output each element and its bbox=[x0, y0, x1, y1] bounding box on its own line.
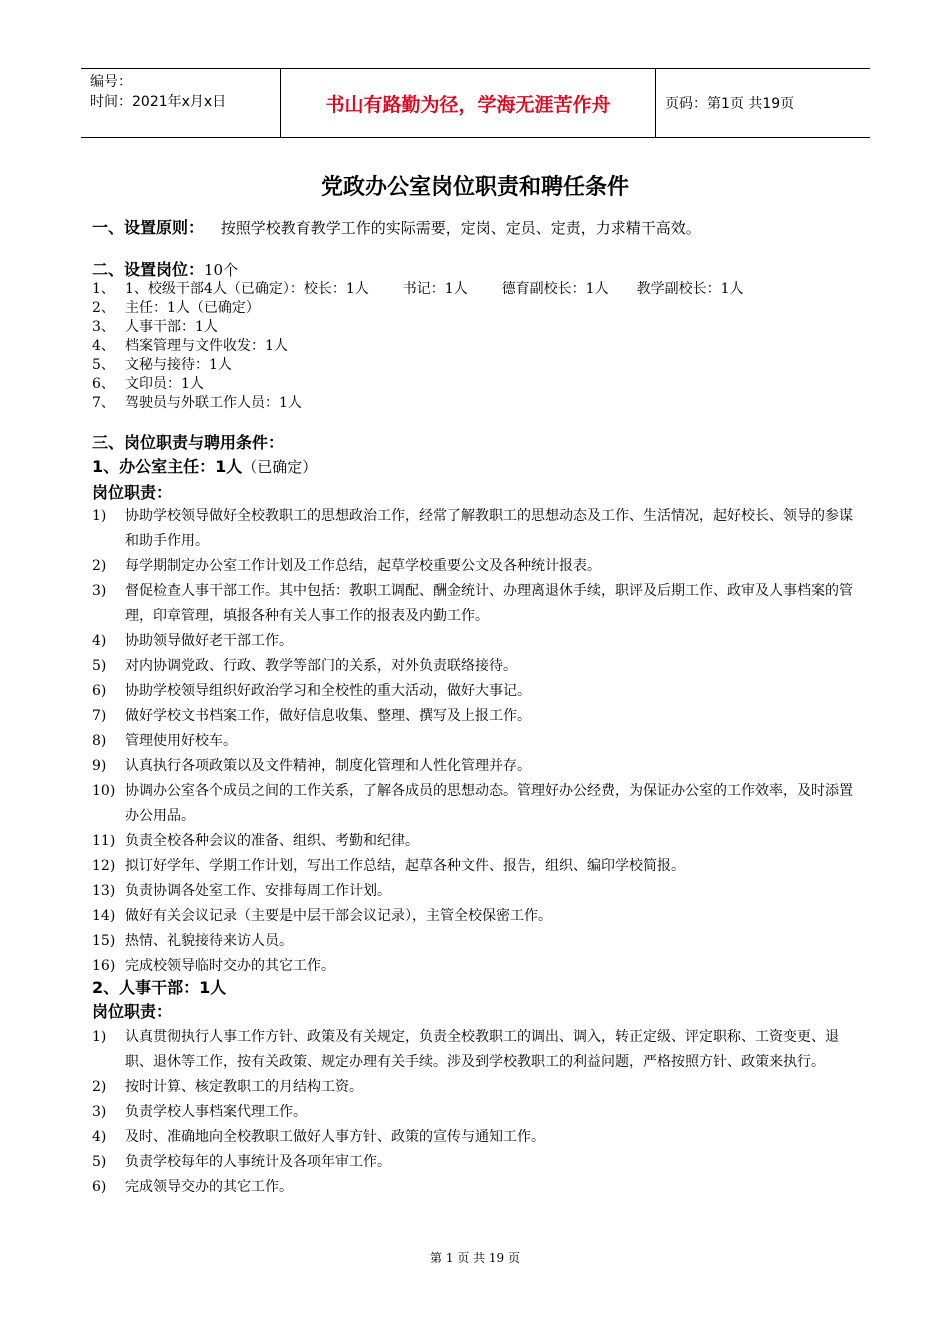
duty-num: 1) bbox=[92, 508, 107, 524]
post-num: 1、 bbox=[92, 281, 115, 297]
duty-item bbox=[92, 1125, 862, 1150]
duty-text: 每学期制定办公室工作计划及工作总结，起草学校重要公文及各种统计报表。 bbox=[125, 558, 601, 574]
duty-item bbox=[92, 729, 862, 754]
post-text: 1、校级干部4人（已确定）：校长：1人 bbox=[125, 281, 369, 297]
duty-item bbox=[92, 854, 862, 879]
duty-text: 对内协调党政、行政、教学等部门的关系，对外负责联络接待。 bbox=[125, 658, 517, 674]
duty-num: 7) bbox=[92, 708, 107, 724]
duty-item bbox=[92, 1100, 862, 1125]
duty-text: 协助学校领导组织好政治学习和全校性的重大活动，做好大事记。 bbox=[125, 683, 531, 699]
duty-item bbox=[92, 929, 862, 954]
duty-text: 按时计算、核定教职工的月结构工资。 bbox=[125, 1079, 363, 1095]
page-footer: 第 1 页 共 19 页 bbox=[430, 1251, 520, 1265]
duty-item bbox=[92, 629, 862, 654]
post-num: 7、 bbox=[92, 395, 115, 411]
director-heading-text: 1、办公室主任：1人 bbox=[92, 457, 243, 476]
duty-text: 做好学校文书档案工作，做好信息收集、整理、撰写及上报工作。 bbox=[125, 708, 531, 724]
duty-text: 负责全校各种会议的准备、组织、考勤和纪律。 bbox=[125, 833, 419, 849]
section-principle-text: 按照学校教育教学工作的实际需要，定岗、定员、定责，力求精干高效。 bbox=[220, 219, 701, 237]
duty-text: 负责学校每年的人事统计及各项年审工作。 bbox=[125, 1154, 391, 1170]
director-duties-label bbox=[92, 483, 172, 503]
duty-text: 督促检查人事干部工作。其中包括：教职工调配、酬金统计、办理离退休手续，职评及后期工作、政审及人事档案的管理，印章管理，填报各种有关人事工作的报表及内勤工作。 bbox=[125, 583, 853, 624]
post-item bbox=[92, 318, 744, 337]
duty-text: 完成领导交办的其它工作。 bbox=[125, 1179, 293, 1195]
duty-num: 2) bbox=[92, 558, 107, 574]
duty-item bbox=[92, 504, 862, 554]
post-text: 文秘与接待：1人 bbox=[125, 357, 232, 373]
duty-num: 1) bbox=[92, 1029, 107, 1045]
duty-num: 13) bbox=[92, 883, 116, 899]
duty-text: 完成校领导临时交办的其它工作。 bbox=[125, 958, 335, 974]
duty-num: 10) bbox=[92, 783, 116, 799]
director-note: （已确定） bbox=[242, 458, 318, 476]
director-duties-label-text: 岗位职责： bbox=[92, 483, 173, 502]
post-item bbox=[92, 280, 744, 299]
duty-text: 认真执行各项政策以及文件精神，制度化管理和人性化管理并存。 bbox=[125, 758, 531, 774]
duty-text: 负责协调各处室工作、安排每周工作计划。 bbox=[125, 883, 391, 899]
post-text: 主任：1人（已确定） bbox=[125, 300, 260, 316]
duty-num: 8) bbox=[92, 733, 107, 749]
duty-item bbox=[92, 579, 862, 629]
post-extra: 德育副校长：1人 bbox=[501, 281, 609, 297]
duty-text: 做好有关会议记录（主要是中层干部会议记录），主管全校保密工作。 bbox=[125, 908, 552, 924]
duty-text: 协助学校领导做好全校教职工的思想政治工作，经常了解教职工的思想动态及工作、生活情况，起好校长、领导的参谋和助手作用。 bbox=[125, 508, 853, 549]
motto: 书山有路勤为径，学海无涯苦作舟 bbox=[281, 69, 656, 137]
duty-item bbox=[92, 1150, 862, 1175]
section-duties-heading bbox=[92, 433, 284, 453]
post-item bbox=[92, 375, 744, 394]
section-posts bbox=[92, 260, 238, 280]
document-title: 党政办公室岗位职责和聘任条件 bbox=[320, 175, 629, 200]
duty-item bbox=[92, 679, 862, 704]
duty-num: 4) bbox=[92, 633, 107, 649]
post-text: 文印员：1人 bbox=[125, 376, 204, 392]
duty-num: 11) bbox=[92, 833, 116, 849]
post-text: 档案管理与文件收发：1人 bbox=[125, 338, 288, 354]
personnel-heading-text: 2、人事干部：1人 bbox=[92, 978, 227, 997]
duty-item bbox=[92, 1075, 862, 1100]
duty-num: 12) bbox=[92, 858, 116, 874]
section-posts-count: 10个 bbox=[204, 261, 239, 279]
post-num: 4、 bbox=[92, 338, 115, 354]
post-item bbox=[92, 299, 744, 318]
director-duties-list bbox=[92, 504, 862, 979]
personnel-duties-label-text: 岗位职责： bbox=[92, 1002, 173, 1021]
duty-num: 15) bbox=[92, 933, 116, 949]
number-label: 编号： bbox=[90, 74, 132, 90]
post-item bbox=[92, 356, 744, 375]
duty-item bbox=[92, 954, 862, 979]
duty-num: 2) bbox=[92, 1079, 107, 1095]
duty-item bbox=[92, 829, 862, 854]
post-num: 5、 bbox=[92, 357, 115, 373]
duty-num: 9) bbox=[92, 758, 107, 774]
duty-text: 热情、礼貌接待来访人员。 bbox=[125, 933, 293, 949]
personnel-duties-label bbox=[92, 1002, 172, 1022]
duty-text: 协调办公室各个成员之间的工作关系，了解各成员的思想动态。管理好办公经费，为保证办公室的工作效率，及时添置办公用品。 bbox=[125, 783, 853, 824]
duty-text: 协助领导做好老干部工作。 bbox=[125, 633, 293, 649]
duty-item bbox=[92, 879, 862, 904]
header-table bbox=[81, 68, 870, 138]
duty-num: 4) bbox=[92, 1129, 107, 1145]
post-item bbox=[92, 394, 744, 413]
duty-text: 拟订好学年、学期工作计划，写出工作总结，起草各种文件、报告，组织、编印学校简报。 bbox=[125, 858, 685, 874]
post-num: 3、 bbox=[92, 319, 115, 335]
duty-num: 5) bbox=[92, 658, 107, 674]
time-label: 时间：2021年x月x日 bbox=[90, 94, 227, 110]
post-text: 人事干部：1人 bbox=[125, 319, 218, 335]
header-left-cell bbox=[81, 69, 281, 137]
duty-item bbox=[92, 654, 862, 679]
post-num: 2、 bbox=[92, 300, 115, 316]
duty-num: 3) bbox=[92, 583, 107, 599]
post-extra: 书记：1人 bbox=[402, 281, 468, 297]
duty-item bbox=[92, 704, 862, 729]
post-list bbox=[92, 280, 744, 413]
post-num: 6、 bbox=[92, 376, 115, 392]
section-posts-heading: 二、设置岗位： bbox=[92, 260, 205, 279]
duty-text: 管理使用好校车。 bbox=[125, 733, 237, 749]
section-duties-heading-text: 三、岗位职责与聘用条件： bbox=[92, 433, 285, 452]
section-principle-heading: 一、设置原则： bbox=[92, 218, 205, 237]
post-extra: 教学副校长：1人 bbox=[636, 281, 744, 297]
post-text: 驾驶员与外联工作人员：1人 bbox=[125, 395, 302, 411]
page-label: 页码：第1页 共19页 bbox=[665, 96, 795, 112]
duty-num: 6) bbox=[92, 1179, 107, 1195]
duty-num: 16) bbox=[92, 958, 116, 974]
post-item bbox=[92, 337, 744, 356]
personnel-heading bbox=[92, 978, 226, 998]
duty-num: 6) bbox=[92, 683, 107, 699]
duty-item bbox=[92, 754, 862, 779]
duty-item bbox=[92, 1025, 862, 1075]
duty-text: 负责学校人事档案代理工作。 bbox=[125, 1104, 307, 1120]
section-principle bbox=[92, 218, 701, 238]
duty-num: 5) bbox=[92, 1154, 107, 1170]
duty-text: 认真贯彻执行人事工作方针、政策及有关规定，负责全校教职工的调出、调入，转正定级、评定职称、工资变更、退职、退休等工作，按有关政策、规定办理有关手续。涉及到学校教职工的利益问题，严格按照方针、政策来执行。 bbox=[125, 1029, 839, 1070]
duty-text: 及时、准确地向全校教职工做好人事方针、政策的宣传与通知工作。 bbox=[125, 1129, 545, 1145]
duty-item bbox=[92, 904, 862, 929]
duty-num: 14) bbox=[92, 908, 116, 924]
duty-item bbox=[92, 1175, 862, 1200]
duty-item bbox=[92, 779, 862, 829]
personnel-duties-list bbox=[92, 1025, 862, 1200]
director-heading bbox=[92, 457, 317, 477]
duty-num: 3) bbox=[92, 1104, 107, 1120]
duty-item bbox=[92, 554, 862, 579]
